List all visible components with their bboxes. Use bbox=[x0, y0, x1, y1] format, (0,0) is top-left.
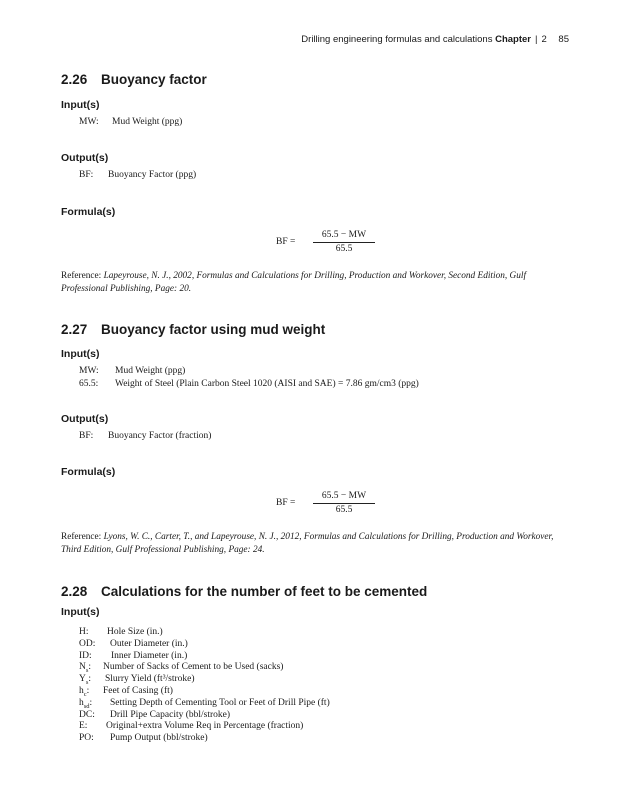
definition-item bbox=[79, 431, 211, 441]
definition-key-text: H: bbox=[79, 627, 89, 637]
definition-key bbox=[79, 721, 106, 731]
definition-desc: Weight of Steel (Plain Carbon Steel 1020 (AISI and SAE) = 7.86 gm/cm3 (ppg) bbox=[115, 379, 419, 389]
section-heading bbox=[61, 322, 325, 337]
page-number: 85 bbox=[558, 34, 569, 45]
definition-desc: Slurry Yield (ft³/stroke) bbox=[105, 674, 195, 685]
section-number: 2.27 bbox=[61, 322, 88, 337]
section-heading bbox=[61, 72, 207, 87]
reference-text: Lyons, W. C., Carter, T., and Lapeyrouse, N. J., 2012, Formulas and Calculations for Drilling, Production and Workover, Third Edition, Gulf Professional Publishing, Page: 24. bbox=[61, 532, 554, 555]
definition-desc: Mud Weight (ppg) bbox=[115, 366, 186, 376]
definition-key: $h_c$: bbox=[79, 686, 90, 698]
definition-desc: Outer Diameter (in.) bbox=[110, 638, 188, 649]
definition-item bbox=[79, 366, 185, 376]
definition-desc: Hole Size (in.) bbox=[107, 627, 163, 637]
definition-key: 65.5: bbox=[79, 379, 99, 389]
formula bbox=[276, 491, 376, 519]
definition-item bbox=[79, 698, 330, 710]
chapter-label: Chapter bbox=[495, 34, 532, 45]
formula bbox=[276, 230, 376, 258]
inputs-label: Input(s) bbox=[61, 606, 100, 618]
section-heading bbox=[61, 584, 427, 599]
definition-item bbox=[79, 639, 188, 649]
definition-key-text: N bbox=[79, 662, 86, 673]
formula-lhs: BF = bbox=[276, 498, 296, 508]
definition-desc: Number of Sacks of Cement to be Used (sacks) bbox=[103, 662, 284, 673]
definition-desc: Drill Pipe Capacity (bbl/stroke) bbox=[110, 709, 231, 720]
definition-desc: Buoyancy Factor (ppg) bbox=[108, 170, 197, 180]
inputs-label: Input(s) bbox=[61, 99, 100, 111]
section-number: 2.26 bbox=[61, 72, 88, 87]
definition-key-text: E: bbox=[79, 721, 88, 732]
definition-key: $h_{sd}$: bbox=[79, 697, 93, 710]
definition-key bbox=[79, 627, 107, 637]
definition-key: $N_s$: bbox=[79, 662, 92, 675]
definition-item bbox=[79, 733, 208, 743]
definition-item bbox=[79, 721, 303, 731]
definition-key: $Y_s$: bbox=[79, 674, 92, 687]
definition-item bbox=[79, 674, 195, 686]
section-number: 2.28 bbox=[61, 584, 88, 599]
reference-prefix: Reference: bbox=[61, 271, 104, 281]
formula-label: Formula(s) bbox=[61, 206, 116, 218]
formula-numerator: 65.5 − MW bbox=[313, 230, 375, 243]
formula-lhs: BF = bbox=[276, 237, 296, 247]
definition-key-text: DC: bbox=[79, 709, 95, 720]
outputs-label: Output(s) bbox=[61, 152, 109, 164]
formula-label: Formula(s) bbox=[61, 466, 116, 478]
formula-denominator: 65.5 bbox=[335, 505, 353, 515]
formula-fraction bbox=[313, 230, 375, 254]
definition-key-subscript: c bbox=[83, 690, 87, 698]
inputs-label: Input(s) bbox=[61, 348, 100, 360]
definition-key-subscript: s bbox=[85, 679, 89, 687]
running-header: Drilling engineering formulas and calculations Chapter | 2 85 bbox=[301, 34, 569, 45]
reference bbox=[61, 531, 566, 557]
definition-key-text: h bbox=[79, 686, 84, 696]
running-title: Drilling engineering formulas and calculations bbox=[301, 34, 493, 45]
definition-key-text: Y bbox=[79, 674, 86, 685]
definition-key bbox=[79, 710, 110, 720]
formula-numerator: 65.5 − MW bbox=[313, 491, 375, 504]
definition-key-text: PO: bbox=[79, 733, 94, 744]
definition-key bbox=[79, 639, 110, 649]
definition-key: MW: bbox=[79, 366, 99, 376]
definition-key-text: ID: bbox=[79, 650, 92, 661]
definition-key bbox=[79, 651, 111, 661]
definition-key: BF: bbox=[79, 431, 94, 441]
definition-desc: Inner Diameter (in.) bbox=[111, 650, 188, 661]
definition-item bbox=[79, 170, 196, 180]
definition-key: BF: bbox=[79, 170, 94, 180]
definition-desc: Buoyancy Factor (fraction) bbox=[108, 431, 212, 441]
definition-key-text: h bbox=[79, 697, 84, 708]
reference bbox=[61, 270, 566, 296]
definition-key: MW: bbox=[79, 117, 99, 127]
reference-prefix: Reference: bbox=[61, 532, 104, 542]
definition-key-subscript: s bbox=[85, 667, 89, 675]
reference-text: Lapeyrouse, N. J., 2002, Formulas and Calculations for Drilling, Production and Workover, Second Edition, Gulf Professional Publishing, Page: 20. bbox=[61, 271, 527, 294]
definition-item bbox=[79, 379, 419, 389]
outputs-label: Output(s) bbox=[61, 413, 109, 425]
chapter-number: 2 bbox=[541, 34, 547, 45]
definition-item bbox=[79, 710, 230, 720]
definition-desc: Mud Weight (ppg) bbox=[112, 117, 183, 127]
definition-item bbox=[79, 651, 187, 661]
definition-desc: Original+extra Volume Req in Percentage (fraction) bbox=[106, 721, 304, 732]
definition-item bbox=[79, 686, 173, 698]
section-title: Buoyancy factor using mud weight bbox=[101, 322, 326, 337]
formula-fraction bbox=[313, 491, 375, 515]
definition-item bbox=[79, 117, 182, 127]
definition-desc: Pump Output (bbl/stroke) bbox=[110, 733, 208, 744]
section-title: Calculations for the number of feet to be cemented bbox=[101, 584, 428, 599]
definition-key-subscript: sd bbox=[83, 702, 90, 710]
definition-item bbox=[79, 662, 283, 674]
formula-denominator: 65.5 bbox=[335, 244, 353, 254]
definition-key-text: OD: bbox=[79, 638, 96, 649]
definition-desc: Feet of Casing (ft) bbox=[103, 686, 173, 696]
definition-desc: Setting Depth of Cementing Tool or Feet of Drill Pipe (ft) bbox=[110, 697, 330, 708]
section-title: Buoyancy factor bbox=[101, 72, 207, 87]
definition-key bbox=[79, 733, 110, 743]
definition-item bbox=[79, 627, 163, 637]
